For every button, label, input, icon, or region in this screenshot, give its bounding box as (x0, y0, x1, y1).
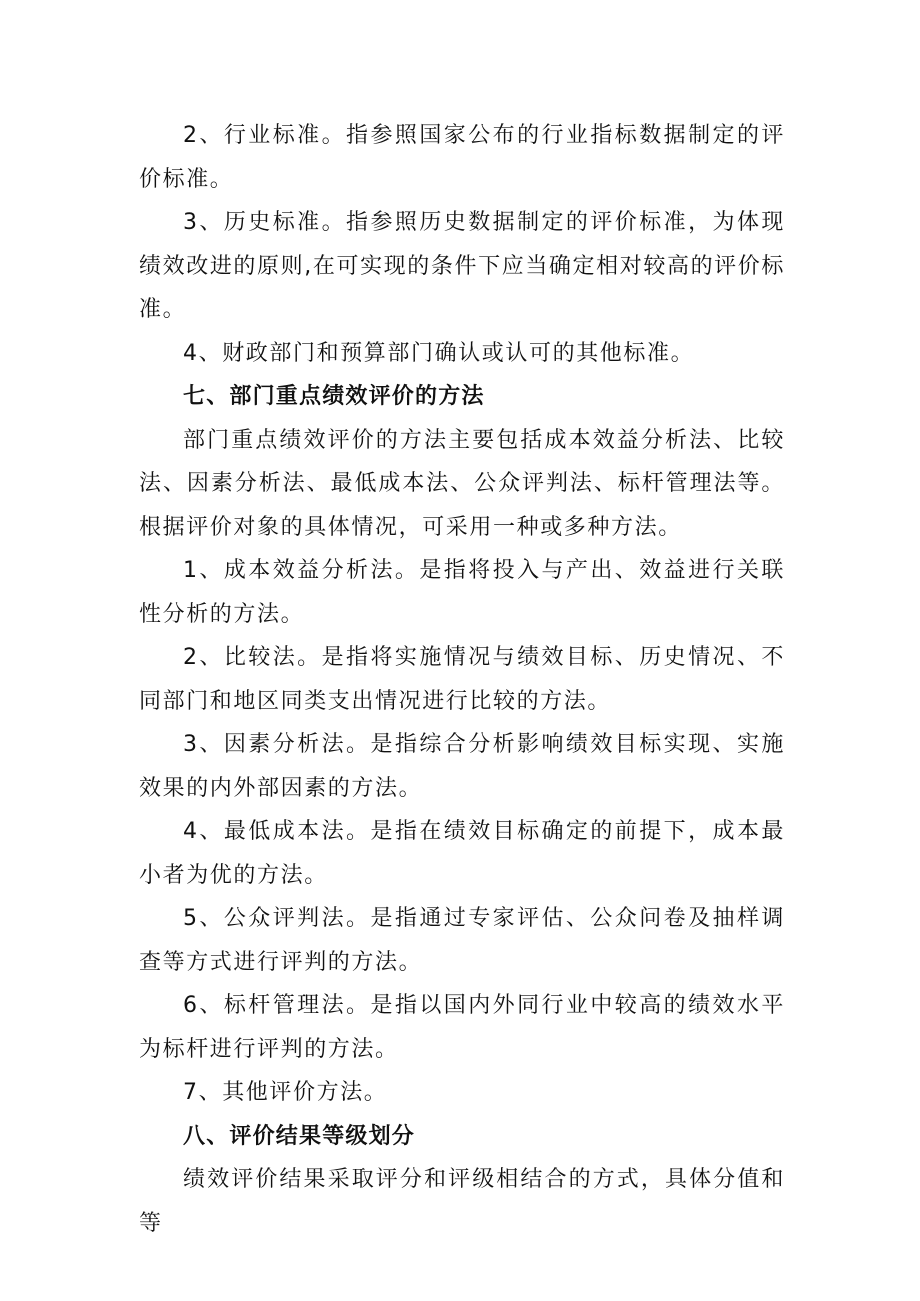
paragraph-methods-intro: 部门重点绩效评价的方法主要包括成本效益分析法、比较法、因素分析法、最低成本法、公众评判法、标杆管理法等。根据评价对象的具体情况，可采用一种或多种方法。 (139, 427, 785, 540)
paragraph-factor-analysis: 3、因素分析法。是指综合分析影响绩效目标实现、实施效果的内外部因素的方法。 (139, 732, 785, 801)
section-heading-methods: 七、部门重点绩效评价的方法 (183, 384, 485, 409)
paragraph-lowest-cost: 4、最低成本法。是指在绩效目标确定的前提下，成本最小者为优的方法。 (139, 819, 785, 888)
paragraph-cost-benefit: 1、成本效益分析法。是指将投入与产出、效益进行关联性分析的方法。 (139, 558, 785, 627)
paragraph-benchmarking: 6、标杆管理法。是指以国内外同行业中较高的绩效水平为标杆进行评判的方法。 (139, 993, 785, 1062)
paragraph-other-methods: 7、其他评价方法。 (183, 1080, 388, 1105)
document-body (139, 114, 785, 1245)
paragraph-other-standard: 4、财政部门和预算部门确认或认可的其他标准。 (183, 340, 695, 366)
paragraph-public-evaluation: 5、公众评判法。是指通过专家评估、公众问卷及抽样调查等方式进行评判的方法。 (139, 906, 785, 975)
section-heading-grading: 八、评价结果等级划分 (183, 1123, 416, 1149)
paragraph-historical-standard: 3、历史标准。指参照历史数据制定的评价标准，为体现绩效改进的原则,在可实现的条件下应当确定相对较高的评价标准。 (139, 210, 785, 322)
paragraph-grading-intro: 绩效评价结果采取评分和评级相结合的方式，具体分值和等 (139, 1167, 785, 1236)
paragraph-comparison: 2、比较法。是指将实施情况与绩效目标、历史情况、不同部门和地区同类支出情况进行比较的方法。 (139, 645, 785, 714)
paragraph-industry-standard: 2、行业标准。指参照国家公布的行业指标数据制定的评价标准。 (139, 123, 785, 192)
